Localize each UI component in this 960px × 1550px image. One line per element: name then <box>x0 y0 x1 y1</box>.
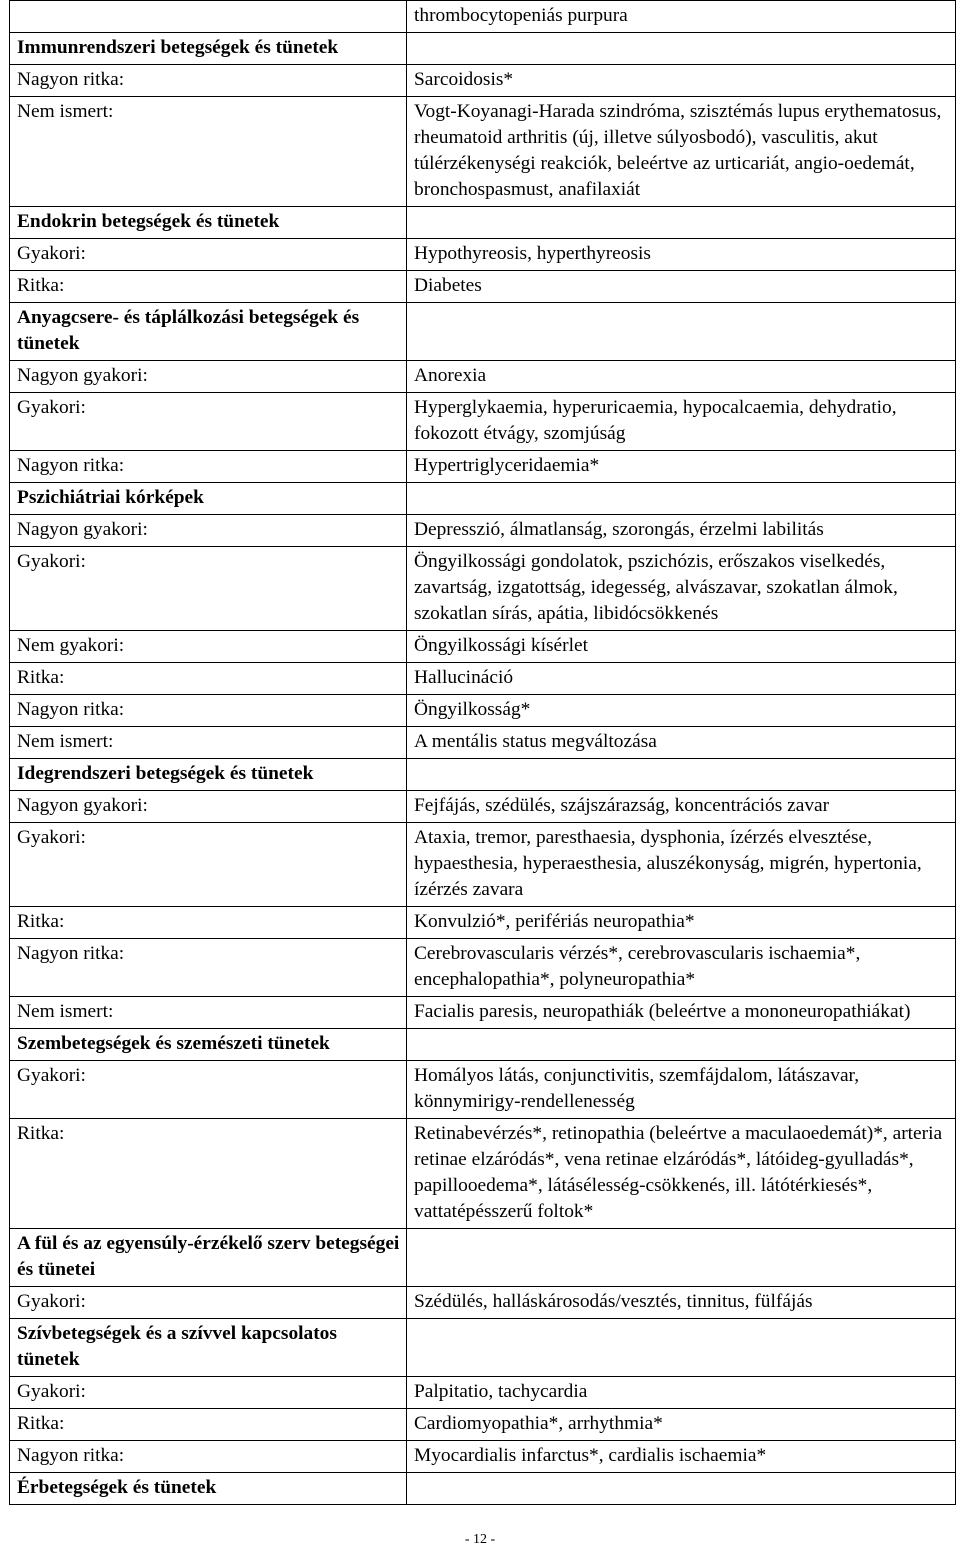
table-row <box>10 1 956 33</box>
section-title: Endokrin betegségek és tünetek <box>10 207 407 239</box>
frequency-label: Gyakori: <box>10 393 407 451</box>
frequency-label: Nagyon gyakori: <box>10 791 407 823</box>
table-row <box>10 515 956 547</box>
frequency-label: Ritka: <box>10 1409 407 1441</box>
reaction-description: Diabetes <box>407 271 956 303</box>
reaction-description: Öngyilkossági gondolatok, pszichózis, erőszakos viselkedés, zavartság, izgatottság, idegesség, alvászavar, szokatlan álmok, szokatlan sírás, apátia, libidócsökkenés <box>407 547 956 631</box>
frequency-label <box>10 1 407 33</box>
section-title: Immunrendszeri betegségek és tünetek <box>10 33 407 65</box>
reaction-description: Konvulzió*, perifériás neuropathia* <box>407 907 956 939</box>
frequency-label: Nem ismert: <box>10 727 407 759</box>
reaction-description: Anorexia <box>407 361 956 393</box>
section-header-row <box>10 483 956 515</box>
table-row <box>10 663 956 695</box>
section-empty-cell <box>407 1473 956 1505</box>
reaction-description: Depresszió, álmatlanság, szorongás, érzelmi labilitás <box>407 515 956 547</box>
reaction-description: Cardiomyopathia*, arrhythmia* <box>407 1409 956 1441</box>
page-number: - 12 - <box>464 1532 496 1547</box>
section-header-row <box>10 1319 956 1377</box>
frequency-label: Gyakori: <box>10 823 407 907</box>
table-row <box>10 997 956 1029</box>
reaction-description: Facialis paresis, neuropathiák (beleértve a mononeuropathiákat) <box>407 997 956 1029</box>
reaction-description: Palpitatio, tachycardia <box>407 1377 956 1409</box>
section-header-row <box>10 759 956 791</box>
frequency-label: Nagyon gyakori: <box>10 515 407 547</box>
reaction-description: Hypertriglyceridaemia* <box>407 451 956 483</box>
frequency-label: Gyakori: <box>10 1377 407 1409</box>
frequency-label: Nem gyakori: <box>10 631 407 663</box>
table-row <box>10 361 956 393</box>
table-row <box>10 631 956 663</box>
table-row <box>10 727 956 759</box>
table-row <box>10 1119 956 1229</box>
table-row <box>10 239 956 271</box>
frequency-label: Nagyon ritka: <box>10 939 407 997</box>
table-row <box>10 1287 956 1319</box>
section-title: A fül és az egyensúly-érzékelő szerv betegségei és tünetei <box>10 1229 407 1287</box>
section-title: Szembetegségek és szemészeti tünetek <box>10 1029 407 1061</box>
reaction-description: Homályos látás, conjunctivitis, szemfájdalom, látászavar, könnymirigy-rendellenesség <box>407 1061 956 1119</box>
table-row <box>10 1061 956 1119</box>
frequency-label: Nagyon ritka: <box>10 695 407 727</box>
table-row <box>10 393 956 451</box>
reaction-description: Hyperglykaemia, hyperuricaemia, hypocalcaemia, dehydratio, fokozott étvágy, szomjúság <box>407 393 956 451</box>
section-empty-cell <box>407 759 956 791</box>
frequency-label: Gyakori: <box>10 1061 407 1119</box>
section-empty-cell <box>407 207 956 239</box>
table-row <box>10 65 956 97</box>
table-row <box>10 791 956 823</box>
reaction-description: Ataxia, tremor, paresthaesia, dysphonia, ízérzés elvesztése, hypaesthesia, hyperaesthesia, aluszékonyság, migrén, hypertonia, ízérzés zavara <box>407 823 956 907</box>
table-row <box>10 907 956 939</box>
reaction-description: thrombocytopeniás purpura <box>407 1 956 33</box>
reaction-description: Hallucináció <box>407 663 956 695</box>
section-header-row <box>10 33 956 65</box>
table-row <box>10 1377 956 1409</box>
section-title: Idegrendszeri betegségek és tünetek <box>10 759 407 791</box>
section-title: Pszichiátriai kórképek <box>10 483 407 515</box>
table-row <box>10 1441 956 1473</box>
reaction-description: Vogt-Koyanagi-Harada szindróma, szisztémás lupus erythematosus, rheumatoid arthritis (új, illetve súlyosbodó), vasculitis, akut túlérzékenységi reakciók, beleértve az urticariát, angio-oedemát, bronchospasmust, anafilaxiát <box>407 97 956 207</box>
frequency-label: Ritka: <box>10 1119 407 1229</box>
frequency-label: Nagyon ritka: <box>10 1441 407 1473</box>
frequency-label: Ritka: <box>10 271 407 303</box>
adverse-reactions-table <box>9 0 956 1505</box>
section-empty-cell <box>407 483 956 515</box>
section-header-row <box>10 1229 956 1287</box>
frequency-label: Gyakori: <box>10 1287 407 1319</box>
frequency-label: Ritka: <box>10 663 407 695</box>
reaction-description: Hypothyreosis, hyperthyreosis <box>407 239 956 271</box>
table-row <box>10 97 956 207</box>
frequency-label: Nagyon gyakori: <box>10 361 407 393</box>
frequency-label: Nem ismert: <box>10 997 407 1029</box>
table-row <box>10 695 956 727</box>
reaction-description: Cerebrovascularis vérzés*, cerebrovascularis ischaemia*, encephalopathia*, polyneuropathia* <box>407 939 956 997</box>
section-header-row <box>10 1473 956 1505</box>
section-empty-cell <box>407 1319 956 1377</box>
section-header-row <box>10 1029 956 1061</box>
section-empty-cell <box>407 303 956 361</box>
table-row <box>10 1409 956 1441</box>
section-header-row <box>10 303 956 361</box>
frequency-label: Ritka: <box>10 907 407 939</box>
table-row <box>10 451 956 483</box>
table-row <box>10 823 956 907</box>
frequency-label: Gyakori: <box>10 239 407 271</box>
reaction-description: Öngyilkossági kísérlet <box>407 631 956 663</box>
reaction-description: Szédülés, halláskárosodás/vesztés, tinnitus, fülfájás <box>407 1287 956 1319</box>
table-row <box>10 271 956 303</box>
frequency-label: Nagyon ritka: <box>10 451 407 483</box>
reaction-description: Sarcoidosis* <box>407 65 956 97</box>
reaction-description: Fejfájás, szédülés, szájszárazság, koncentrációs zavar <box>407 791 956 823</box>
reaction-description: Myocardialis infarctus*, cardialis ischaemia* <box>407 1441 956 1473</box>
reaction-description: Öngyilkosság* <box>407 695 956 727</box>
reaction-description: Retinabevérzés*, retinopathia (beleértve a maculaoedemát)*, arteria retinae elzáródás*, vena retinae elzáródás*, látóideg-gyulladás*, papillooedema*, látásélesség-csökkenés, ill. látótérkiesés*, vattatépésszerű foltok* <box>407 1119 956 1229</box>
section-title: Anyagcsere- és táplálkozási betegségek és tünetek <box>10 303 407 361</box>
section-header-row <box>10 207 956 239</box>
section-empty-cell <box>407 1029 956 1061</box>
table-row <box>10 939 956 997</box>
frequency-label: Nagyon ritka: <box>10 65 407 97</box>
section-empty-cell <box>407 1229 956 1287</box>
section-title: Érbetegségek és tünetek <box>10 1473 407 1505</box>
section-empty-cell <box>407 33 956 65</box>
table-row <box>10 547 956 631</box>
frequency-label: Gyakori: <box>10 547 407 631</box>
frequency-label: Nem ismert: <box>10 97 407 207</box>
reaction-description: A mentális status megváltozása <box>407 727 956 759</box>
section-title: Szívbetegségek és a szívvel kapcsolatos tünetek <box>10 1319 407 1377</box>
